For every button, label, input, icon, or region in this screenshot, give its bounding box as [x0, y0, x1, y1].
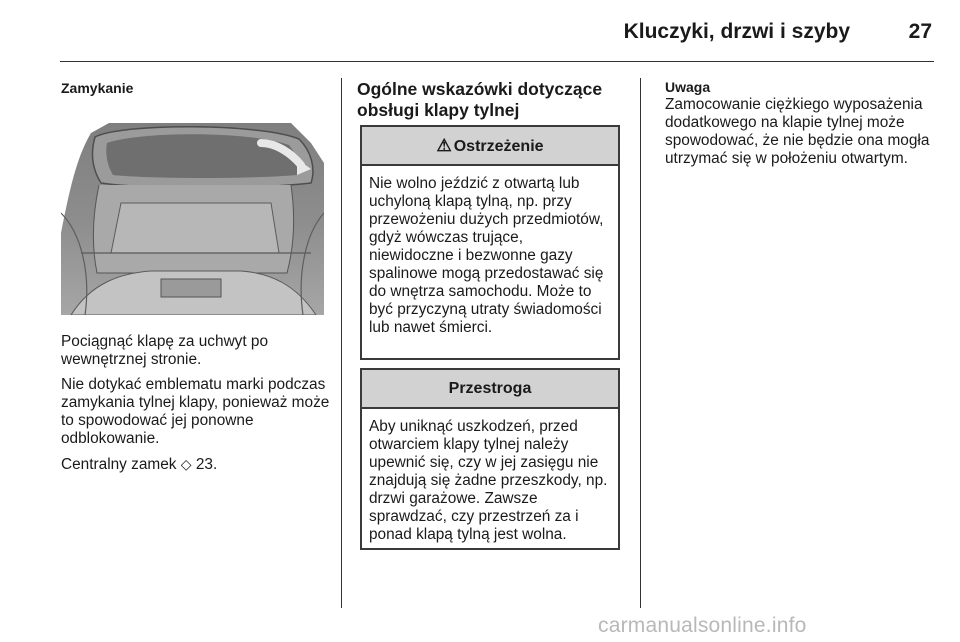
caution-text: Aby uniknąć uszkodzeń, przed otwarciem klapy tylnej należy upewnić się, czy w jej zasięgu nie znajdują się żadne przeszkody, np. drzwi garażowe. Zawsze sprawdzać, czy przestrzeń za i ponad klapą tylną jest wolna. — [369, 418, 608, 543]
caution-header: Przestroga — [362, 370, 618, 409]
paragraph-pull-handle: Pociągnąć klapę za uchwyt po wewnętrznej stronie. — [61, 333, 269, 368]
paragraph-emblem: Nie dotykać emblematu marki podczas zamykania tylnej klapy, ponieważ może to spowodować jej ponowne odblokowanie. — [61, 376, 330, 447]
running-header-title: Kluczyki, drzwi i szyby — [623, 20, 850, 43]
note-title: Uwaga — [665, 79, 711, 95]
central-lock-text: Centralny zamek — [61, 456, 177, 473]
header-divider — [60, 61, 934, 62]
page-number: 27 — [908, 20, 932, 43]
section-title: Zamykanie — [61, 80, 134, 96]
caution-box — [360, 368, 620, 550]
warning-text: Nie wolno jeździć z otwartą lub uchyloną klapą tylną, np. przy przewożeniu dużych przedmiotów, gdyż wówczas trujące, niewidoczne i bezwonne gazy spalinowe mogą przedostawać się do wnętrza samochodu. Może to być przyczyną utraty świadomości lub nawet śmierci. — [369, 175, 604, 336]
warning-box — [360, 125, 620, 360]
column-right — [665, 78, 933, 168]
column-left — [61, 80, 331, 96]
paragraph-central-lock — [61, 455, 339, 474]
column-middle — [357, 79, 623, 121]
warning-triangle-icon: ⚠ — [436, 136, 452, 155]
column-divider-2 — [640, 78, 641, 608]
note-text: Zamocowanie ciężkiego wyposażenia dodatkowego na klapie tylnej może spowodować, że nie będzie ona mogła utrzymać się w położeniu otwartym. — [665, 96, 930, 167]
warning-header — [362, 127, 618, 166]
site-watermark: carmanualsonline.info — [598, 614, 807, 637]
page-ref-icon: ◇ — [180, 456, 192, 472]
warning-title: Ostrzeżenie — [453, 138, 544, 155]
closing-instructions — [61, 333, 339, 481]
column-divider-1 — [341, 78, 342, 608]
section-heading: Ogólne wskazówki dotyczące obsługi klapy tylnej — [357, 79, 603, 120]
central-lock-ref[interactable]: 23. — [195, 456, 218, 473]
tailgate-illustration — [61, 103, 324, 315]
